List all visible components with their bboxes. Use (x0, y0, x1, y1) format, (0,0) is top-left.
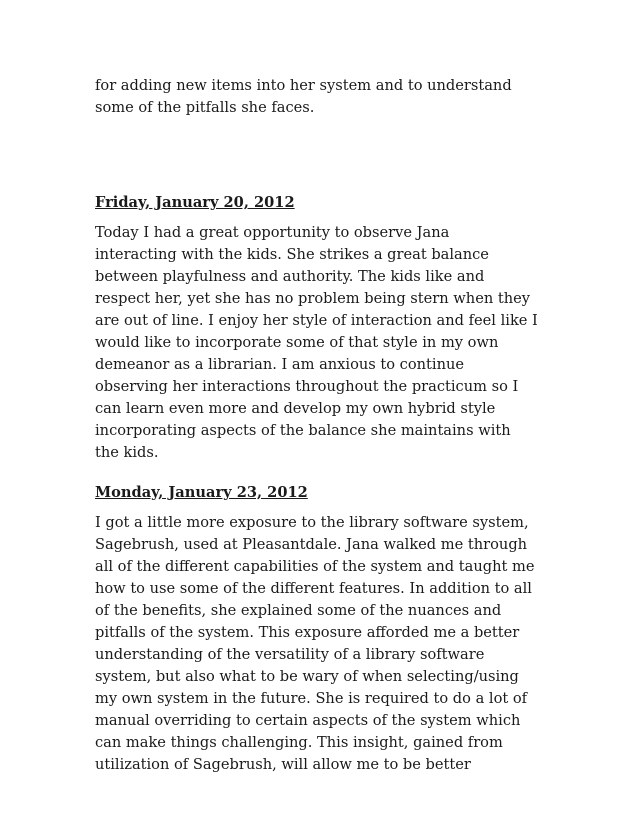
paragraph-line: all of the different capabilities of the system and taught me (95, 558, 535, 575)
paragraph-line: are out of line. I enjoy her style of interaction and feel like I (95, 312, 538, 329)
paragraph-line: utilization of Sagebrush, will allow me to be better (95, 756, 471, 773)
paragraph-line: Sagebrush, used at Pleasantdale. Jana walked me through (95, 536, 528, 553)
paragraph-line: would like to incorporate some of that style in my own (95, 334, 499, 351)
paragraph-line: some of the pitfalls she faces. (95, 99, 315, 116)
paragraph-line: can make things challenging. This insight, gained from (95, 734, 503, 751)
paragraph-line: my own system in the future. She is required to do a lot of (95, 690, 528, 707)
paragraph-line: demeanor as a librarian. I am anxious to continue (95, 356, 465, 373)
paragraph-line: observing her interactions throughout the practicum so I (95, 378, 519, 395)
continuation-paragraph (95, 75, 535, 119)
paragraph-line: of the benefits, she explained some of the nuances and (95, 602, 502, 619)
paragraph-line: can learn even more and develop my own hybrid style (95, 400, 496, 417)
entry-date-heading: Friday, January 20, 2012 (95, 194, 295, 211)
paragraph-line: for adding new items into her system and to understand (95, 77, 512, 94)
paragraph-line: pitfalls of the system. This exposure afforded me a better (95, 624, 520, 641)
paragraph-line: I got a little more exposure to the library software system, (95, 514, 529, 531)
paragraph-line: respect her, yet she has no problem being stern when they (95, 290, 531, 307)
paragraph-line: interacting with the kids. She strikes a great balance (95, 246, 489, 263)
paragraph-line: between playfulness and authority. The kids like and (95, 268, 485, 285)
entry-paragraph (95, 222, 538, 464)
paragraph-line: the kids. (95, 444, 159, 461)
paragraph-line: incorporating aspects of the balance she maintains with (95, 422, 511, 439)
paragraph-line: understanding of the versatility of a library software (95, 646, 485, 663)
paragraph-line: Today I had a great opportunity to observe Jana (95, 224, 450, 241)
paragraph-line: system, but also what to be wary of when selecting/using (95, 668, 519, 685)
paragraph-line: how to use some of the different features. In addition to all (95, 580, 532, 597)
paragraph-line: manual overriding to certain aspects of the system which (95, 712, 521, 729)
entry-date-heading: Monday, January 23, 2012 (95, 484, 308, 501)
entry-paragraph (95, 512, 535, 776)
